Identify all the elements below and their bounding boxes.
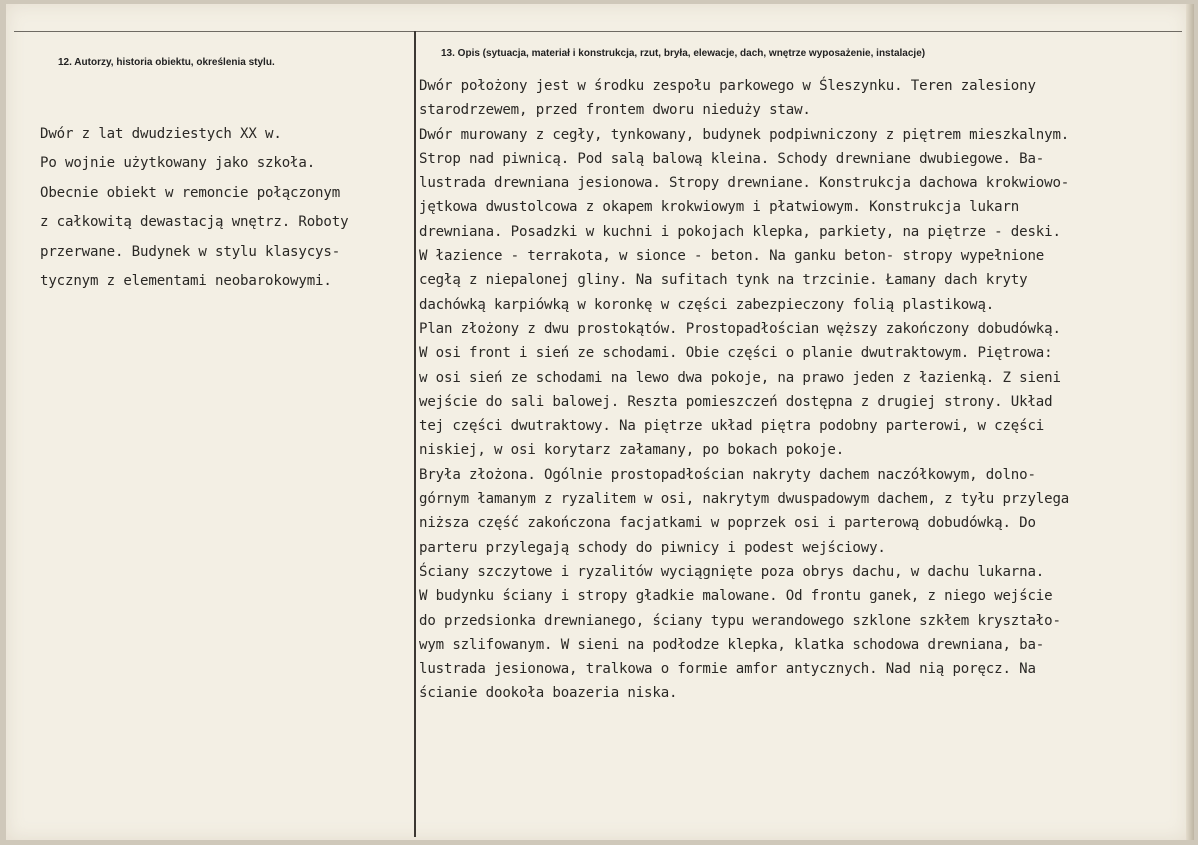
section-12-header: 12. Autorzy, historia obiektu, określenia stylu. — [58, 57, 275, 68]
text-line: Strop nad piwnicą. Pod salą balową kleina. Schody drewniane dwubiegowe. Ba- — [419, 150, 1045, 167]
text-line: W łazience - terrakota, w sionce - beton. Na ganku beton- stropy wypełnione — [419, 248, 1045, 265]
text-line: Dwór położony jest w środku zespołu parkowego w Śleszynku. Teren zalesiony — [419, 78, 1036, 94]
text-line: w osi sień ze schodami na lewo dwa pokoje, na prawo jeden z łazienką. Z sieni — [419, 369, 1061, 386]
text-line: starodrzewem, przed frontem dworu nieduży staw. — [419, 102, 811, 119]
page-edge — [1186, 4, 1194, 840]
text-line: niższa część zakończona facjatkami w poprzek osi i parterową dobudówką. Do — [419, 515, 1036, 532]
text-line: przerwane. Budynek w stylu klasycys- — [40, 243, 341, 260]
text-line: Dwór z lat dwudziestych XX w. — [40, 126, 282, 142]
text-line: ścianie dookoła boazeria niska. — [419, 685, 678, 702]
text-line: Obecnie obiekt w remoncie połączonym — [40, 184, 341, 201]
text-line: wym szlifowanym. W sieni na podłodze klepka, klatka schodowa drewniana, ba- — [419, 636, 1045, 653]
text-line: niskiej, w osi korytarz załamany, po bokach pokoje. — [419, 442, 845, 459]
text-line: Plan złożony z dwu prostokątów. Prostopadłościan węższy zakończony dobudówką. — [419, 320, 1061, 337]
text-line: tej części dwutraktowy. Na piętrze układ piętra podobny parterowi, w części — [419, 418, 1045, 435]
text-line: drewniana. Posadzki w kuchni i pokojach klepka, parkiety, na piętrze - deski. — [419, 223, 1061, 240]
text-line: dachówką karpiówką w koronkę w części zabezpieczony folią plastikową. — [419, 296, 995, 313]
text-line: lustrada jesionowa, tralkowa o formie amfor antycznych. Nad nią poręcz. Na — [419, 661, 1036, 678]
section-12-text — [40, 120, 348, 296]
text-line: Po wojnie użytkowany jako szkoła. — [40, 155, 316, 172]
section-13-text — [419, 74, 1069, 706]
text-line: W budynku ściany i stropy gładkie malowane. Od frontu ganek, z niego wejście — [419, 588, 1053, 605]
text-line: górnym łamanym z ryzalitem w osi, nakrytym dwuspadowym dachem, z tyłu przylega — [419, 491, 1070, 508]
column-divider — [414, 31, 416, 837]
text-line: cegłą z niepalonej gliny. Na sufitach tynk na trzcinie. Łamany dach kryty — [419, 272, 1028, 289]
text-line: z całkowitą dewastacją wnętrz. Roboty — [40, 214, 349, 231]
text-line: wejście do sali balowej. Reszta pomieszczeń dostępna z drugiej strony. Układ — [419, 393, 1053, 410]
text-line: parteru przylegają schody do piwnicy i podest wejściowy. — [419, 539, 886, 556]
text-line: lustrada drewniana jesionowa. Stropy drewniane. Konstrukcja dachowa krokwiowo- — [419, 175, 1070, 192]
text-line: W osi front i sień ze schodami. Obie części o planie dwutraktowym. Piętrowa: — [419, 345, 1053, 362]
text-line: do przedsionka drewnianego, ściany typu werandowego szklone szkłem kryształo- — [419, 612, 1061, 629]
top-rule — [14, 31, 1182, 32]
text-line: Bryła złożona. Ogólnie prostopadłościan nakryty dachem naczółkowym, dolno- — [419, 466, 1036, 483]
text-line: Dwór murowany z cegły, tynkowany, budynek podpiwniczony z piętrem mieszkalnym. — [419, 126, 1070, 143]
section-13-header: 13. Opis (sytuacja, materiał i konstrukcja, rzut, bryła, elewacje, dach, wnętrze wyposażenie, instalacje) — [441, 48, 926, 59]
text-line: Ściany szczytowe i ryzalitów wyciągnięte poza obrys dachu, w dachu lukarna. — [419, 563, 1045, 580]
text-line: jętkowa dwustolcowa z okapem krokwiowym i płatwiowym. Konstrukcja lukarn — [419, 199, 1020, 216]
text-line: tycznym z elementami neobarokowymi. — [40, 272, 332, 289]
